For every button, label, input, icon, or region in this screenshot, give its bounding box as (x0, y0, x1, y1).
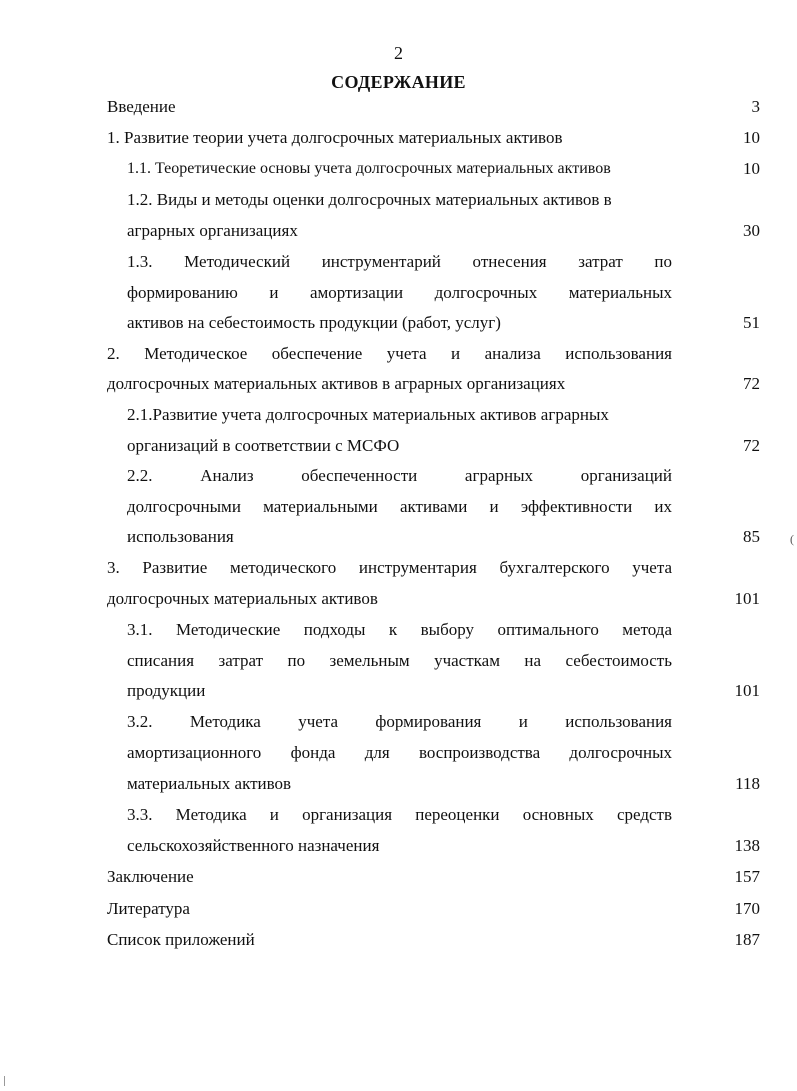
scan-margin-mark: ( (790, 532, 794, 546)
toc-entry-text: использования (127, 527, 234, 546)
toc-entry-text: долгосрочных материальных активов (107, 589, 378, 608)
toc-entry-text: долгосрочных материальных активов в аграрных организациях (107, 374, 566, 393)
toc-page-number: 85 (743, 527, 760, 546)
toc-entry-text: 2. Методическое обеспечение учета и анализа использования (107, 344, 672, 363)
toc-entry-text: Введение (107, 97, 176, 116)
page-number: 2 (394, 43, 403, 63)
toc-page-number: 51 (743, 313, 760, 332)
toc-entry-text: долгосрочными материальными активами и эффективности их (127, 497, 672, 516)
toc-page-number: 3 (751, 97, 760, 116)
toc-page-number: 157 (734, 867, 760, 886)
toc-entry-text: 2.2. Анализ обеспеченности аграрных организаций (127, 466, 672, 485)
toc-entry-text: формированию и амортизации долгосрочных материальных (127, 283, 672, 302)
toc-entry-text: списания затрат по земельным участкам на себестоимость (127, 651, 672, 670)
toc-entry-text: активов на себестоимость продукции (работ, услуг) (127, 313, 501, 332)
toc-entry-text: 3.2. Методика учета формирования и использования (127, 712, 672, 731)
toc-page-number: 10 (743, 128, 760, 147)
toc-entry-text: Заключение (107, 867, 194, 886)
scan-corner-mark (4, 1076, 5, 1086)
toc-entry-text: аграрных организациях (127, 221, 298, 240)
toc-page-number: 72 (743, 374, 760, 393)
toc-page-number: 138 (734, 836, 760, 855)
page-title: СОДЕРЖАНИЕ (331, 72, 466, 92)
toc-page-number: 10 (743, 159, 760, 178)
toc-entry-text: 1.3. Методический инструментарий отнесения затрат по (127, 252, 672, 271)
toc-entry-text: 3.1. Методические подходы к выбору оптимального метода (127, 620, 672, 639)
toc-page-number: 187 (734, 930, 760, 949)
toc-entry-text: амортизационного фонда для воспроизводства долгосрочных (127, 743, 672, 762)
toc-page-number: 30 (743, 221, 760, 240)
toc-entry-text: 1. Развитие теории учета долгосрочных материальных активов (107, 128, 563, 147)
toc-page-number: 170 (734, 899, 760, 918)
toc-page-number: 101 (734, 589, 760, 608)
toc-entry-text: 3. Развитие методического инструментария бухгалтерского учета (107, 558, 672, 577)
toc-entry-text: 2.1.Развитие учета долгосрочных материальных активов аграрных (127, 405, 609, 424)
toc-entry-text: материальных активов (127, 774, 292, 793)
toc-page-number: 72 (743, 436, 760, 455)
toc-entry-text: Список приложений (107, 930, 255, 949)
toc-entry-text: Литература (107, 899, 190, 918)
toc-page-number: 101 (734, 681, 760, 700)
toc-page-number: 118 (735, 774, 760, 793)
toc-entry-text: сельскохозяйственного назначения (127, 836, 380, 855)
toc-entry-text: 3.3. Методика и организация переоценки основных средств (127, 805, 672, 824)
toc-entry-text: организаций в соответствии с МСФО (127, 436, 400, 455)
toc-entry-text: 1.2. Виды и методы оценки долгосрочных материальных активов в (127, 190, 612, 209)
toc-entry-text: 1.1. Теоретические основы учета долгосрочных материальных активов (127, 160, 611, 177)
toc-entry-text: продукции (127, 681, 206, 700)
